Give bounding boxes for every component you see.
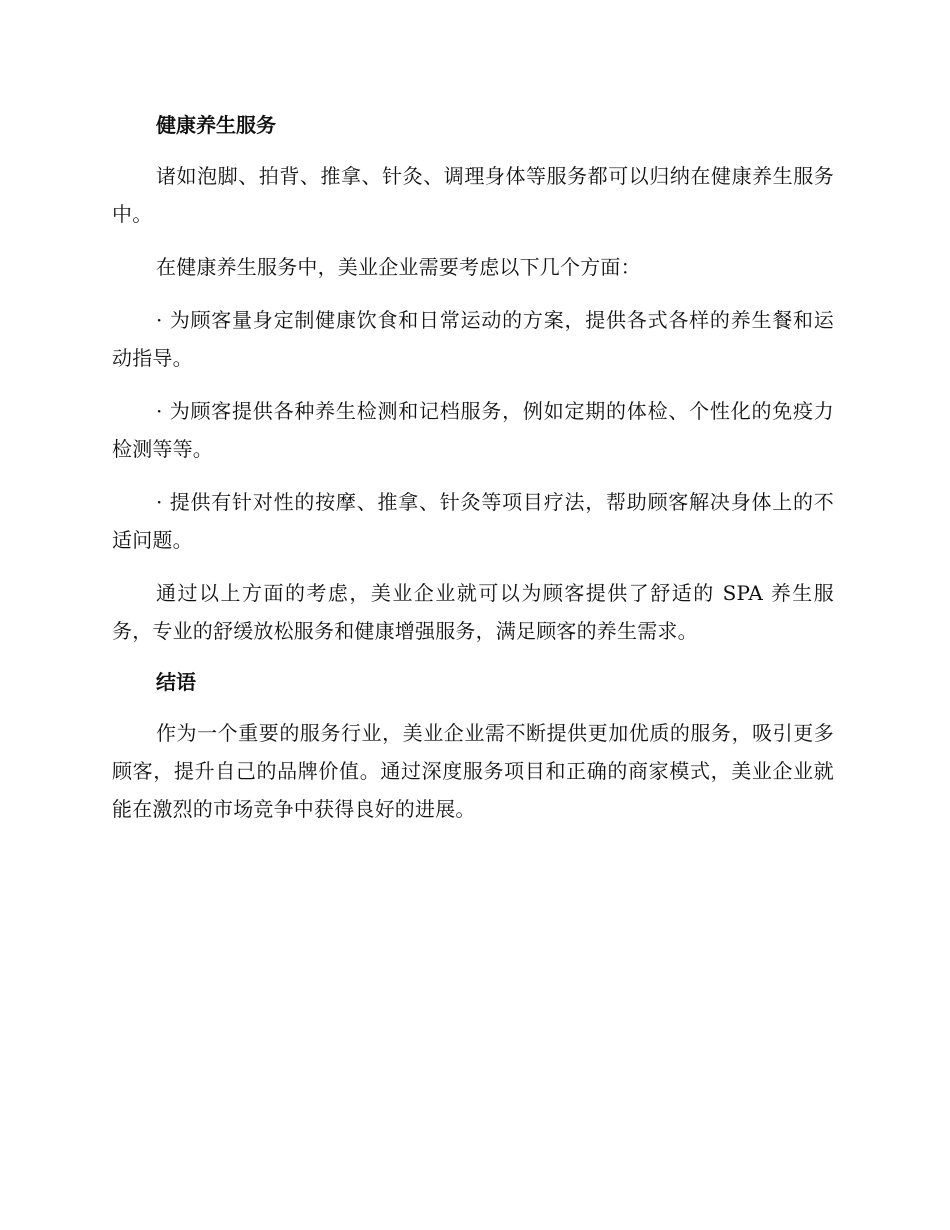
bullet-item-therapies: · 提供有针对性的按摩、推拿、针灸等项目疗法，帮助顾客解决身体上的不适问题。 xyxy=(112,490,834,552)
section-heading-conclusion: 结语 xyxy=(156,670,196,694)
section-heading-health-wellness: 健康养生服务 xyxy=(156,113,276,137)
paragraph-conclusion: 作为一个重要的服务行业，美业企业需不断提供更加优质的服务，吸引更多顾客，提升自己的品牌价值。通过深度服务项目和正确的商家模式，美业企业就能在激烈的市场竞争中获得良好的进展。 xyxy=(112,721,834,821)
paragraph-considerations: 在健康养生服务中，美业企业需要考虑以下几个方面： xyxy=(156,255,641,279)
bullet-item-diet-exercise: · 为顾客量身定制健康饮食和日常运动的方案，提供各式各样的养生餐和运动指导。 xyxy=(112,308,834,370)
paragraph-intro: 诸如泡脚、拍背、推拿、针灸、调理身体等服务都可以归纳在健康养生服务中。 xyxy=(112,164,834,226)
bullet-item-health-checks: · 为顾客提供各种养生检测和记档服务，例如定期的体检、个性化的免疫力检测等等。 xyxy=(112,399,834,461)
document-page xyxy=(112,108,834,843)
paragraph-summary: 通过以上方面的考虑，美业企业就可以为顾客提供了舒适的 SPA 养生服务，专业的舒缓放松服务和健康增强服务，满足顾客的养生需求。 xyxy=(112,581,834,643)
